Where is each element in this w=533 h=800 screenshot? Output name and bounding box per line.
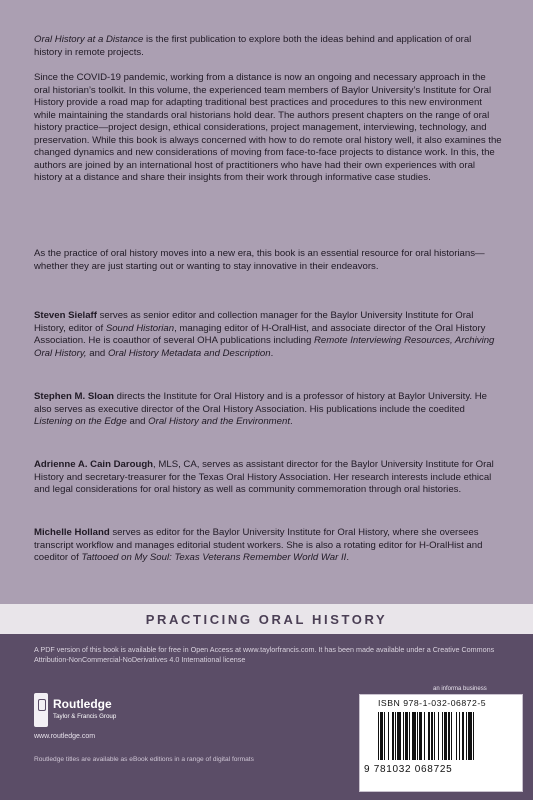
publisher-group: Taylor & Francis Group xyxy=(53,713,117,720)
era-paragraph xyxy=(34,248,502,273)
bio-sielaff xyxy=(34,310,502,360)
barcode-bar xyxy=(474,712,476,760)
bio-holland xyxy=(34,527,502,565)
book-title: Oral History at a Distance xyxy=(34,34,144,45)
bio-text: , MLS, CA, serves as assistant director for the Baylor University Institute for Oral History and secretary-treasurer for the Texas Oral History Association. Her research interests include ethical and legal considerations for oral history as well as community commemoration through oral histories. xyxy=(34,459,494,495)
intro-paragraph xyxy=(34,34,502,59)
open-access-note: A PDF version of this book is available for free in Open Access at www.taylorfrancis.com. It has been made available under a Creative Commons Attribution-NonCommercial-NoDerivatives 4.0 International license xyxy=(34,645,495,664)
publisher-name: Routledge xyxy=(53,697,112,711)
bio-italic: Remote Interviewing Resources, Archiving Oral History, xyxy=(34,335,495,359)
bio-text: and xyxy=(86,347,108,359)
publisher-url[interactable]: www.routledge.com xyxy=(34,733,96,740)
author-name: Michelle Holland xyxy=(34,527,110,538)
intro-text: is the first publication to explore both the ideas behind and application of oral history in remote projects. xyxy=(34,34,472,58)
isbn-label: ISBN 978-1-032-06872-5 xyxy=(378,698,487,708)
ebook-note: Routledge titles are available as eBook editions in a range of digital formats xyxy=(34,756,254,763)
author-name: Stephen M. Sloan xyxy=(34,391,114,402)
barcode xyxy=(378,712,516,760)
series-title: PRACTICING ORAL HISTORY xyxy=(145,611,388,627)
barcode-number: 9 781032 068725 xyxy=(364,764,453,775)
bio-italic: Oral History and the Environment xyxy=(148,416,291,427)
bio-italic: Listening on the Edge xyxy=(34,416,127,427)
routledge-logo xyxy=(34,693,184,733)
bio-text: and xyxy=(126,416,149,427)
bio-text: serves as editor for the Baylor University Institute for Oral History, where she oversees transcript workflow and manages editorial student workers. She is also a rotating editor for H-OralHist and coeditor of xyxy=(34,527,483,563)
author-name: Steven Sielaff xyxy=(34,310,97,321)
informa-tagline: an informa business xyxy=(433,686,487,692)
bio-italic: Tattooed on My Soul: Texas Veterans Remember World War II xyxy=(81,552,347,563)
era-text: As the practice of oral history moves into a new era, this book is an essential resource for oral historians—whether they are just starting out or wanting to stay innovative in their endeavors. xyxy=(34,248,485,272)
bio-italic: Sound Historian xyxy=(105,322,175,334)
bio-text: . xyxy=(346,552,349,563)
bio-text: serves as senior editor and collection manager for the Baylor University Institute for Oral History, editor of xyxy=(34,310,474,334)
bio-sloan xyxy=(34,391,502,429)
routledge-logo-icon xyxy=(34,693,48,727)
bio-text: directs the Institute for Oral History and is a professor of history at Baylor University. He also serves as executive director of the Oral History Association. His publications include the coedited xyxy=(34,391,488,415)
covid-text: Since the COVID-19 pandemic, working from a distance is now an ongoing and necessary approach in the oral historian’s toolkit. In this volume, the experienced team members of Baylor University’s Institute for Oral History provide a road map for adapting traditional best practices and procedures to this new environment while maintaining the standards oral historians hold dear. The authors present chapters on the range of oral history practice—project design, ethical considerations, project management, interviewing, technology, and preservation. While this book is always concerned with how to do remote oral history well, it also examines the changed dynamics and new considerations of moving from face-to-face projects to distance work. In this, the authors are joined by an international host of practitioners who have had their own experiences with oral history at a distance and share their insights from their work through informative case studies. xyxy=(34,72,502,183)
bio-italic: Oral History Metadata and Description xyxy=(107,347,271,359)
bio-text: , managing editor of H-OralHist, and associate director of the Oral History Association. He is coauthor of several OHA publications including xyxy=(34,322,486,346)
bio-text: . xyxy=(290,416,293,427)
covid-paragraph xyxy=(34,72,502,185)
series-band xyxy=(0,604,533,634)
author-name: Adrienne A. Cain Darough xyxy=(34,459,154,470)
bio-darough xyxy=(34,459,502,497)
bio-text: . xyxy=(270,347,274,359)
